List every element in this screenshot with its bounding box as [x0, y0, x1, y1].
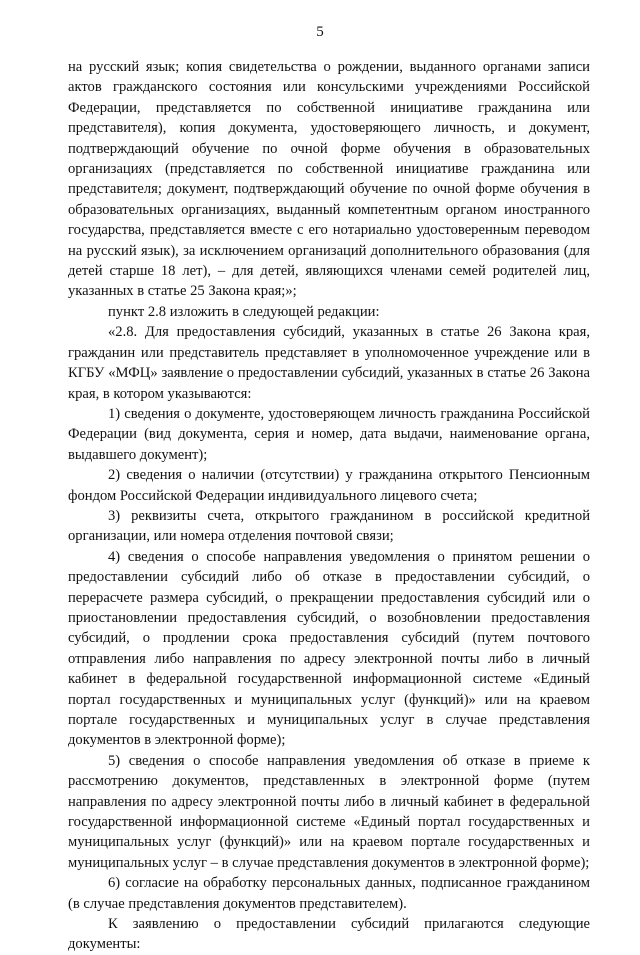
paragraph-clause-2-8: «2.8. Для предоставления субсидий, указанных в статье 26 Закона края, гражданин или представитель представляет в уполномоченное учреждение или в КГБУ «МФЦ» заявление о предоставлении субсидий, указанных в статье 26 Закона края, в котором указываются: [68, 324, 590, 402]
document-body [68, 57, 590, 955]
list-item-2: 2) сведения о наличии (отсутствии) у гражданина открытого Пенсионным фондом Российской Федерации индивидуального лицевого счета; [68, 467, 590, 504]
paragraph-attachments-intro: К заявлению о предоставлении субсидий прилагаются следующие документы: [68, 916, 590, 953]
paragraph-continuation: на русский язык; копия свидетельства о рождении, выданного органами записи актов гражданского состояния или консульскими учреждениями Российской Федерации, представляется по собственной инициативе гражданина или представителя), копия документа, удостоверяющего личность, и документ, подтверждающий обучение по очной форме обучения в образовательных организациях (представляется по собственной инициативе гражданина или представителя; документ, подтверждающий обучение по очной форме обучения в образовательных организациях, выданный компетентным органом иностранного государства, представляется вместе с его нотариально удостоверенным переводом на русский язык), за исключением организаций дополнительного образования (для детей старше 18 лет), – для детей, являющихся членами семей родителей лиц, указанных в статье 25 Закона края;»; [68, 59, 590, 300]
list-item-5: 5) сведения о способе направления уведомления об отказе в приеме к рассмотрению документов, представленных в электронной форме (путем направления по адресу электронной почты либо в личный кабинет в федеральной государственной информационной системе «Единый портал государственных и муниципальных услуг (функций)» или на краевом портале государственных и муниципальных услуг – в случае представления документов в электронной форме); [68, 752, 590, 871]
list-item-3: 3) реквизиты счета, открытого гражданином в российской кредитной организации, или номера отделения почтовой связи; [68, 507, 590, 545]
paragraph-amendment-instruction: пункт 2.8 изложить в следующей редакции: [108, 303, 380, 320]
page-number: 5 [316, 24, 324, 40]
list-item-1: 1) сведения о документе, удостоверяющем личность гражданина Российской Федерации (вид документа, серия и номер, дата выдачи, наименование органа, выдавшего документ); [68, 405, 590, 463]
list-item-6: 6) согласие на обработку персональных данных, подписанное гражданином (в случае представления документов представителем). [68, 875, 590, 912]
list-item-4: 4) сведения о способе направления уведомления о принятом решении о предоставлении субсидий либо об отказе в предоставлении субсидий, о перерасчете размера субсидий, о прекращении предоставления субсидий или о приостановлении предоставления субсидий, о возобновлении предоставления субсидий, о продлении срока предоставления субсидий (путем почтового отправления либо направления по адресу электронной почты либо в личный кабинет в федеральной государственной информационной системе «Единый портал государственных и муниципальных услуг (функций)» или на краевом портале государственных и муниципальных услуг в случае представления документов в электронной форме); [68, 548, 590, 749]
